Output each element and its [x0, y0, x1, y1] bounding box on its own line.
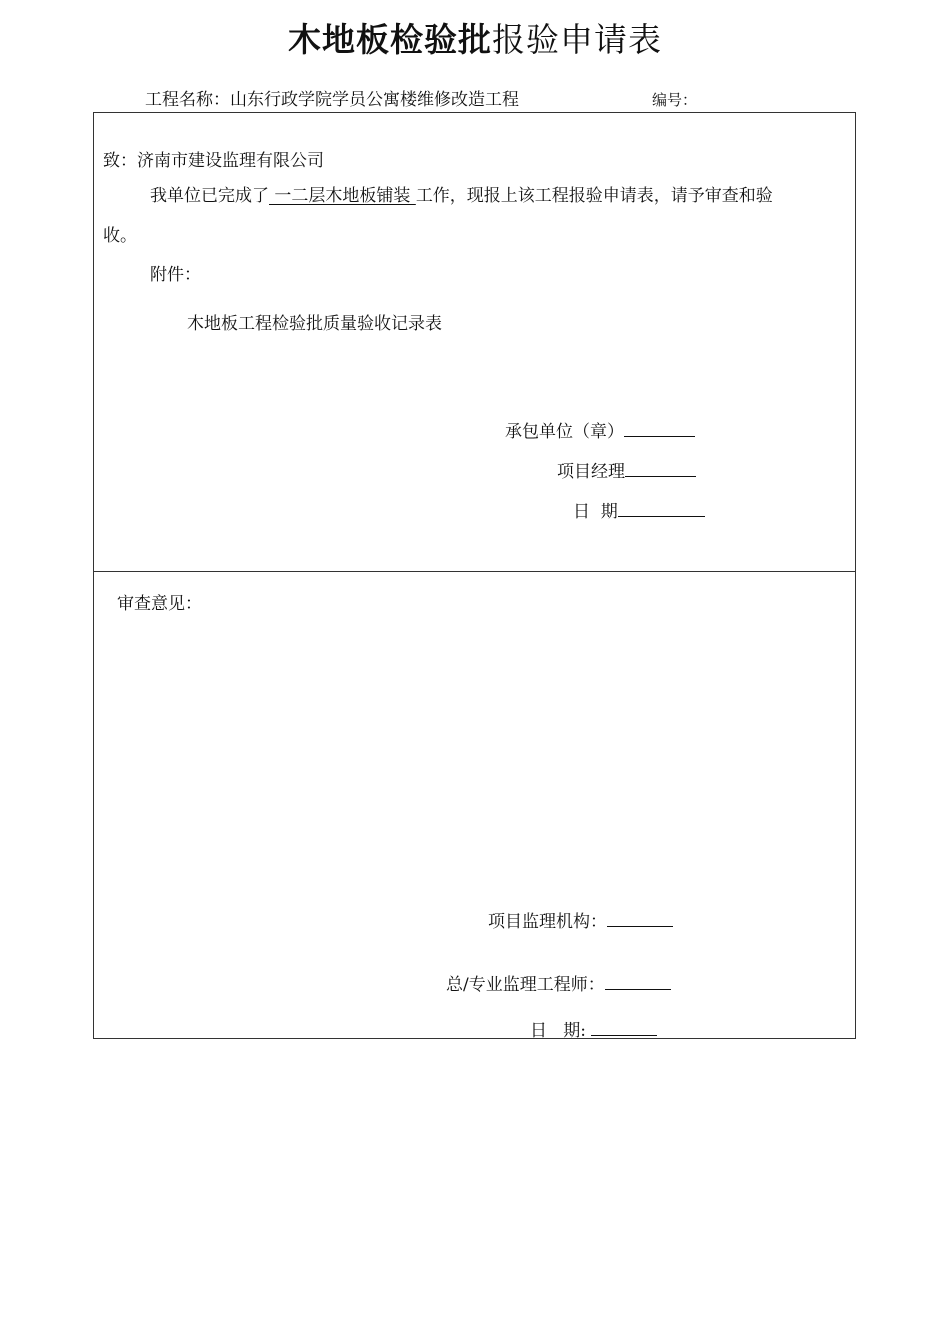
- work-item-field: 一二层木地板铺装: [269, 186, 416, 206]
- section-divider: [93, 571, 856, 572]
- body-continuation: 收。: [103, 226, 137, 246]
- manager-signature-blank: [625, 458, 696, 477]
- attachment-item: 木地板工程检验批质量验收记录表: [187, 314, 442, 334]
- agency-signature-blank: [607, 908, 673, 927]
- title-normal-part: 报验申请表: [492, 20, 662, 59]
- serial-number-label: 编号：: [652, 91, 698, 109]
- form-frame: [93, 112, 856, 1039]
- agency-signature-line: [488, 908, 673, 934]
- addressee-value: 济南市建设监理有限公司: [137, 151, 324, 171]
- application-date-blank: [618, 498, 705, 517]
- engineer-label: 总/专业监理工程师：: [446, 975, 605, 995]
- review-date-blank: [591, 1017, 657, 1036]
- engineer-signature-line: [446, 971, 671, 997]
- review-date-line: [530, 1017, 657, 1043]
- application-date-line: [573, 498, 705, 524]
- title-bold-part: 木地板检验批: [288, 20, 492, 59]
- application-body-line: [150, 184, 773, 208]
- project-name-label: 工程名称：: [145, 90, 230, 110]
- application-date-label: 日 期: [573, 502, 618, 522]
- project-name-line: [145, 88, 519, 112]
- contractor-label: 承包单位（章）: [505, 422, 624, 442]
- body-prefix: 我单位已完成了: [150, 186, 269, 206]
- body-suffix: 工作，现报上该工程报验申请表，请予审查和验: [415, 186, 773, 206]
- manager-label: 项目经理: [557, 462, 625, 482]
- engineer-signature-blank: [605, 971, 671, 990]
- review-date-label: 日 期:: [530, 1021, 586, 1041]
- project-name-value: 山东行政学院学员公寓楼维修改造工程: [230, 90, 519, 110]
- contractor-signature-line: [505, 418, 695, 444]
- attachment-label: 附件：: [150, 265, 201, 285]
- contractor-signature-blank: [624, 418, 695, 437]
- review-opinion-label: 审查意见：: [117, 594, 202, 614]
- addressee-label: 致：: [103, 151, 137, 171]
- addressee-line: [103, 149, 324, 173]
- agency-label: 项目监理机构：: [488, 912, 607, 932]
- manager-signature-line: [557, 458, 696, 484]
- document-title: [0, 18, 950, 62]
